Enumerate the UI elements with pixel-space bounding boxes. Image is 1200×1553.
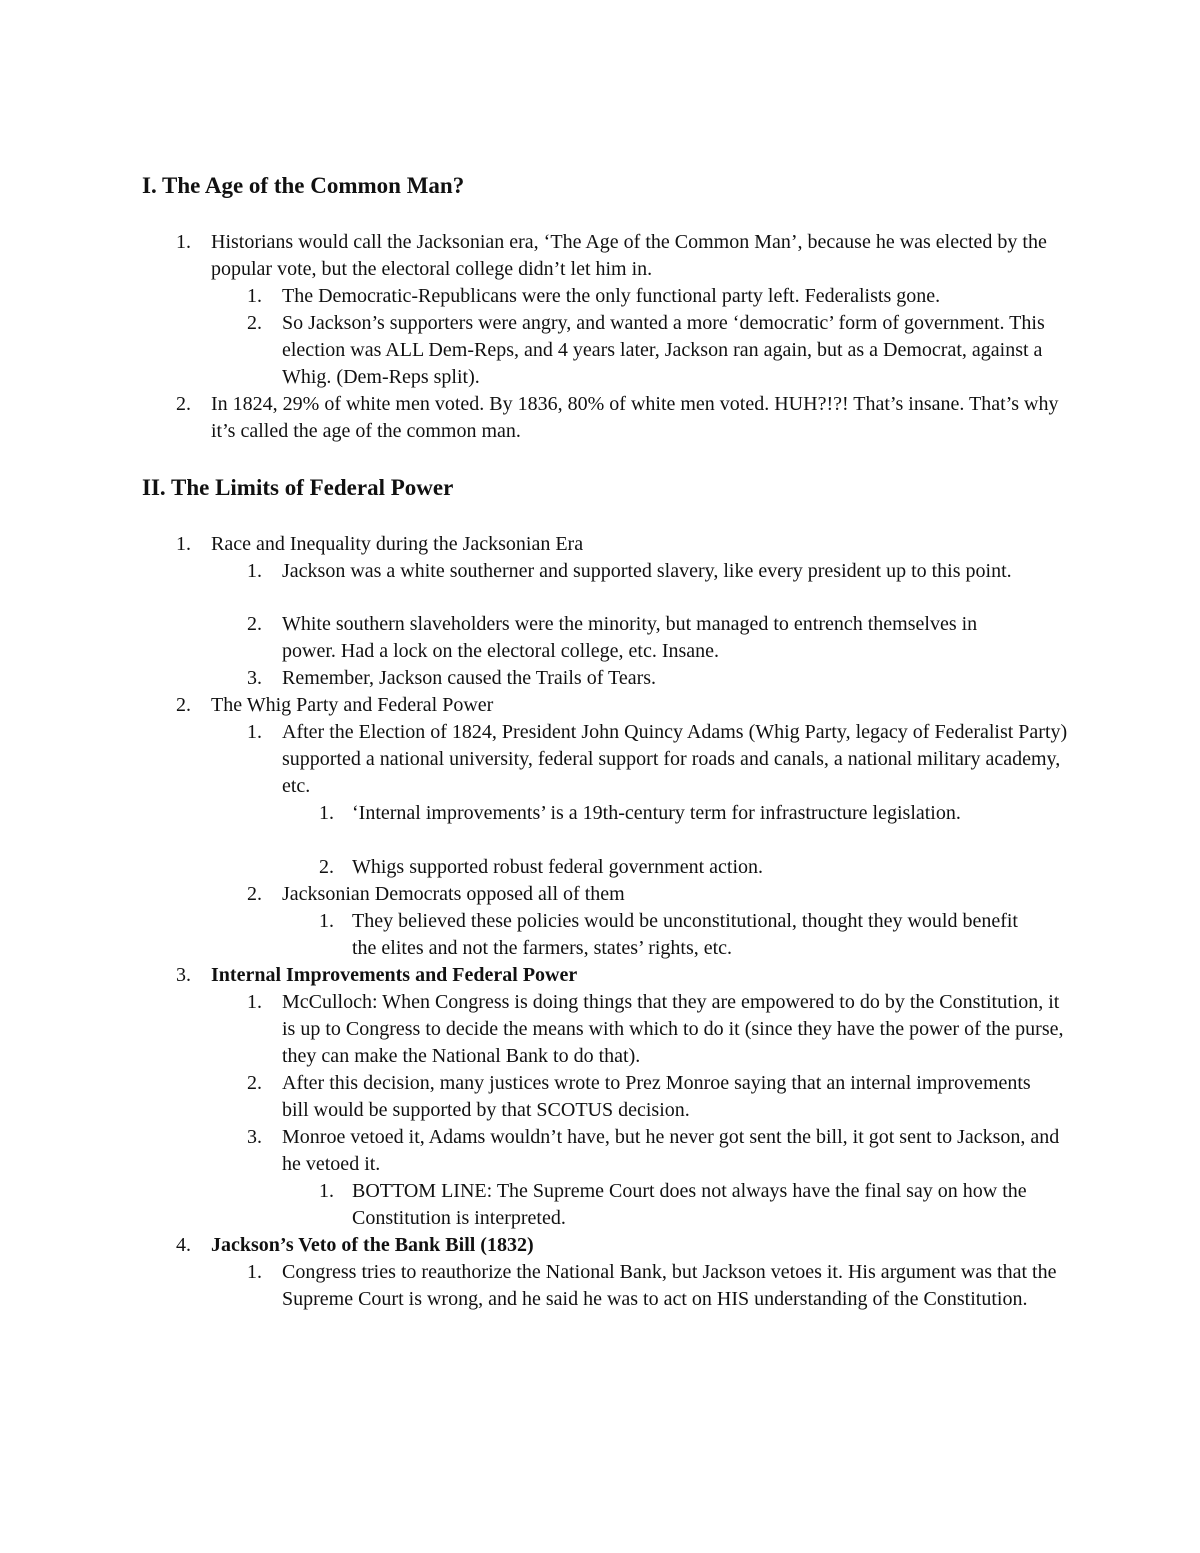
- list-number: 2.: [176, 694, 191, 716]
- list-item: [319, 854, 1052, 881]
- list-item: [176, 229, 1091, 283]
- list-item-text: White southern slaveholders were the minority, but managed to entrench themselves in power. Had a lock on the electoral college, etc. Insane.: [282, 613, 978, 662]
- list-item: [247, 1070, 1062, 1124]
- section-heading-1: I. The Age of the Common Man?: [142, 173, 465, 198]
- list-number: 3.: [247, 667, 262, 689]
- list-item: [247, 1259, 1062, 1313]
- list-item: [247, 1124, 1072, 1178]
- list-item: [247, 310, 1062, 391]
- list-number: 1.: [319, 1180, 334, 1202]
- list-item: [176, 1232, 1061, 1259]
- list-number: 4.: [176, 1234, 191, 1256]
- list-item: [176, 531, 1061, 558]
- list-item-text: The Whig Party and Federal Power: [211, 694, 494, 716]
- list-number: 1.: [319, 910, 334, 932]
- list-item: [247, 665, 1062, 692]
- list-item: [247, 283, 1082, 310]
- list-item-text: Jacksonian Democrats opposed all of them: [282, 883, 625, 905]
- list-item: [176, 692, 1061, 719]
- list-number: 2.: [247, 1072, 262, 1094]
- list-item: [319, 908, 1032, 962]
- list-item: [176, 962, 1061, 989]
- list-item-text: Jackson was a white southerner and supported slavery, like every president up to this point.: [282, 560, 1012, 582]
- list-item: [247, 558, 1062, 585]
- list-item-text: Race and Inequality during the Jacksonian Era: [211, 533, 584, 555]
- list-item: [319, 800, 992, 827]
- list-item: [247, 719, 1072, 800]
- list-number: 2.: [176, 393, 191, 415]
- list-item-text: Whigs supported robust federal government action.: [352, 856, 763, 878]
- list-number: 2.: [247, 613, 262, 635]
- list-item-text: They believed these policies would be unconstitutional, thought they would benefit the elites and not the farmers, states’ rights, etc.: [352, 910, 1018, 959]
- list-item-text: After this decision, many justices wrote to Prez Monroe saying that an internal improvements bill would be supported by that SCOTUS decision.: [282, 1072, 1031, 1121]
- list-item-text: In 1824, 29% of white men voted. By 1836, 80% of white men voted. HUH?!?! That’s insane. That’s why it’s called the age of the common man.: [211, 393, 1059, 442]
- list-number: 2.: [247, 312, 262, 334]
- list-number: 1.: [247, 285, 262, 307]
- list-number: 1.: [247, 1261, 262, 1283]
- list-item-text: Remember, Jackson caused the Trails of Tears.: [282, 667, 657, 689]
- list-item-text: So Jackson’s supporters were angry, and wanted a more ‘democratic’ form of government. This election was ALL Dem-Reps, and 4 years later, Jackson ran again, but as a Democrat, against a Whig. (Dem-Reps split).: [282, 312, 1045, 388]
- list-item-text: Congress tries to reauthorize the National Bank, but Jackson vetoes it. His argument was that the Supreme Court is wrong, and he said he was to act on HIS understanding of the Constitution.: [282, 1261, 1057, 1310]
- list-item: [319, 1178, 1052, 1232]
- list-number: 1.: [247, 721, 262, 743]
- list-number: 1.: [176, 231, 191, 253]
- list-item-text: ‘Internal improvements’ is a 19th-century term for infrastructure legislation.: [352, 802, 961, 824]
- list-number: 3.: [247, 1126, 262, 1148]
- list-item-text: Jackson’s Veto of the Bank Bill (1832): [211, 1234, 534, 1256]
- list-number: 1.: [176, 533, 191, 555]
- list-number: 1.: [247, 991, 262, 1013]
- list-item-text: After the Election of 1824, President John Quincy Adams (Whig Party, legacy of Federalist Party) supported a national university, federal support for roads and canals, a national military academy, etc.: [282, 721, 1068, 797]
- list-item-text: The Democratic-Republicans were the only functional party left. Federalists gone.: [282, 285, 941, 307]
- list-item-text: Historians would call the Jacksonian era, ‘The Age of the Common Man’, because he was elected by the popular vote, but the electoral college didn’t let him in.: [211, 231, 1047, 280]
- list-item-text: Internal Improvements and Federal Power: [211, 964, 578, 986]
- list-item-text: BOTTOM LINE: The Supreme Court does not always have the final say on how the Constitution is interpreted.: [352, 1180, 1027, 1229]
- list-item: [247, 611, 1002, 665]
- list-number: 3.: [176, 964, 191, 986]
- list-item: [176, 391, 1061, 445]
- list-number: 1.: [319, 802, 334, 824]
- list-item-text: Monroe vetoed it, Adams wouldn’t have, but he never got sent the bill, it got sent to Jackson, and he vetoed it.: [282, 1126, 1060, 1175]
- list-number: 2.: [319, 856, 334, 878]
- list-number: 2.: [247, 883, 262, 905]
- list-item-text: McCulloch: When Congress is doing things that they are empowered to do by the Constitution, it is up to Congress to decide the means with which to do it (since they have the power of the purse, they can make the National Bank to do that).: [282, 991, 1064, 1067]
- list-number: 1.: [247, 560, 262, 582]
- section-heading-2: II. The Limits of Federal Power: [142, 475, 454, 500]
- list-item: [247, 881, 1062, 908]
- list-item: [247, 989, 1072, 1070]
